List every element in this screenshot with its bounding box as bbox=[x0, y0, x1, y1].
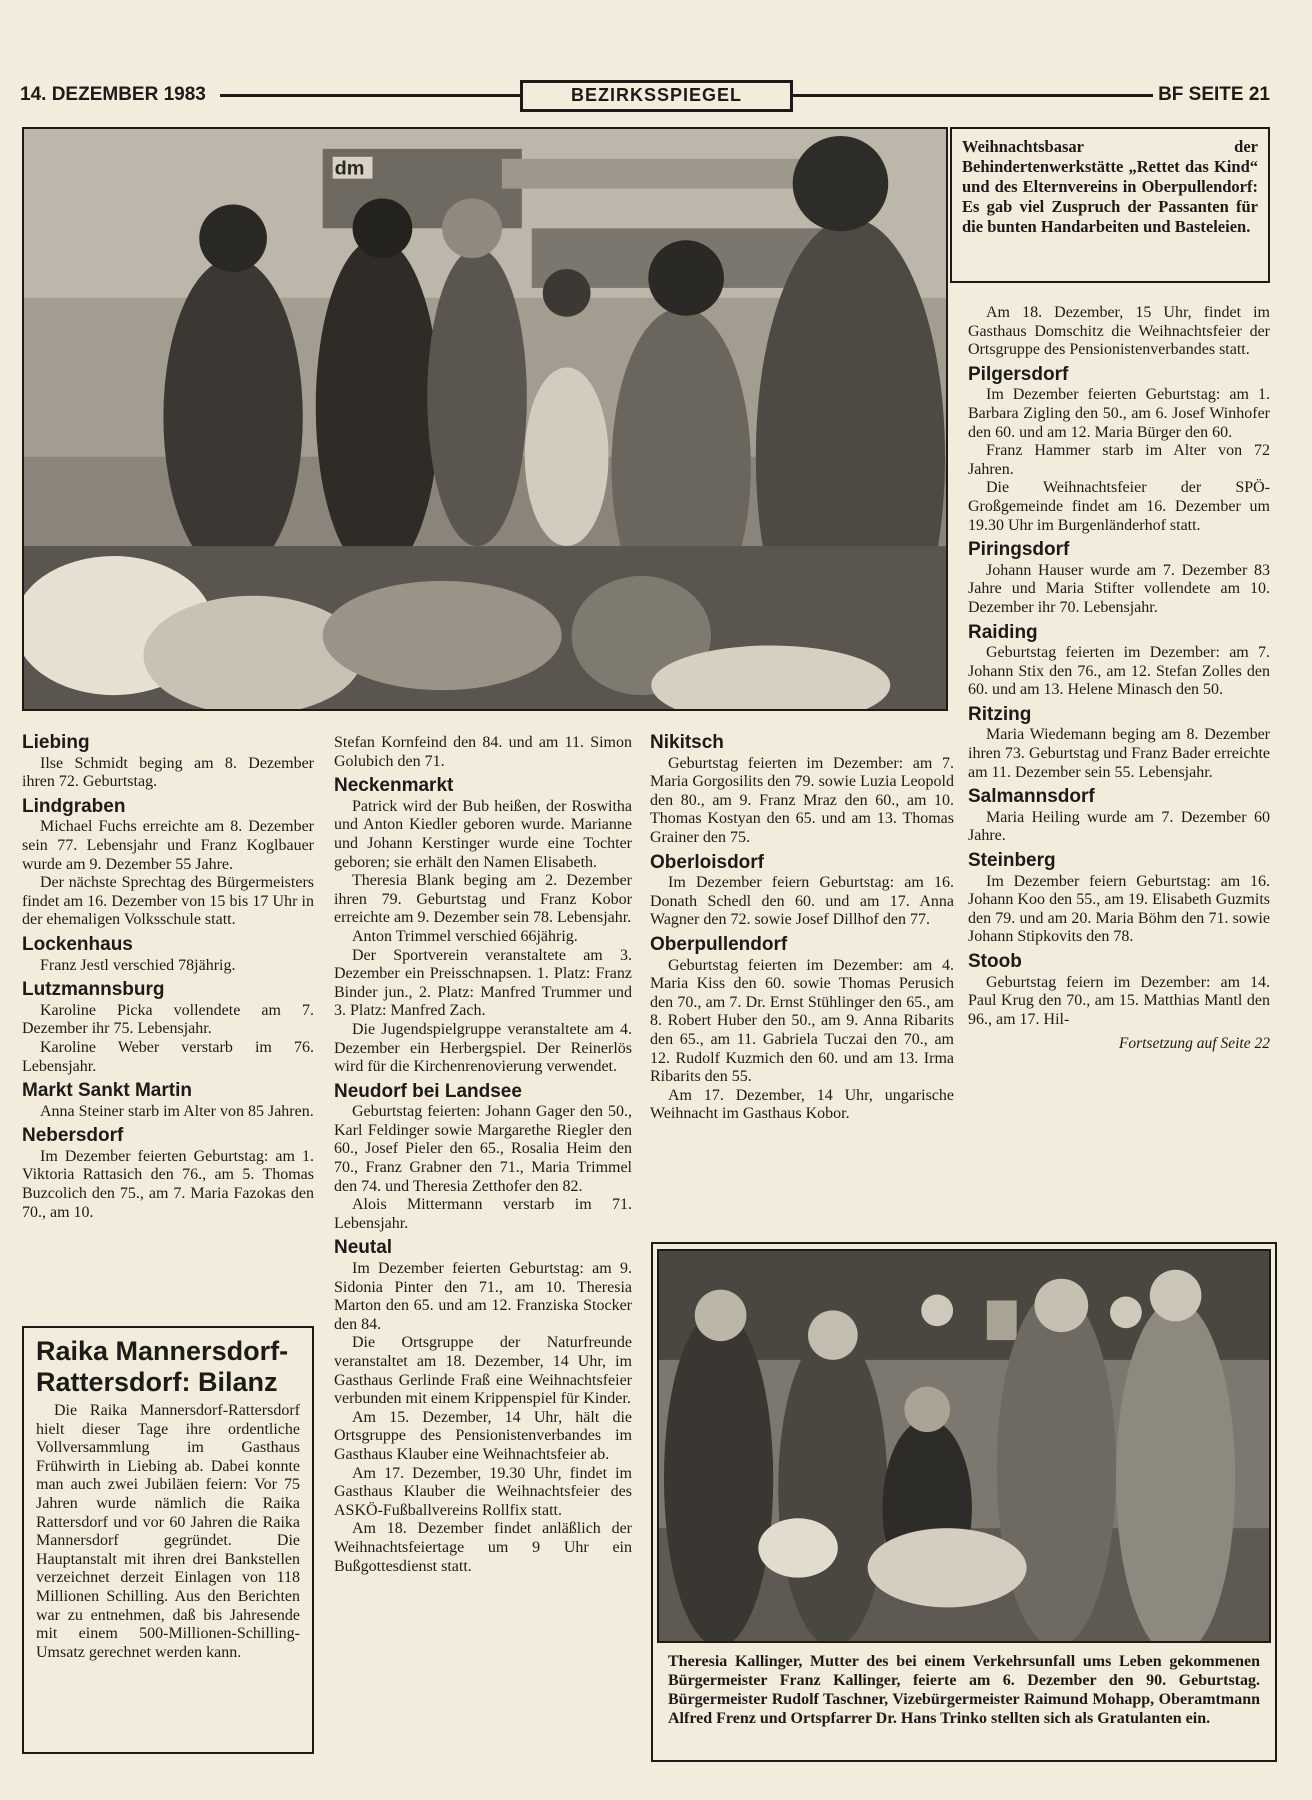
paragraph: Geburtstag feierten im Dezember: am 7. Johann Stix den 76., am 12. Stefan Zolles den 60. und am 13. Helene Minasch den 50. bbox=[968, 644, 1270, 699]
paragraph: Maria Heiling wurde am 7. Dezember 60 Jahre. bbox=[968, 808, 1270, 845]
paragraph: Anna Steiner starb im Alter von 85 Jahren. bbox=[40, 1102, 314, 1120]
paragraph: Franz Jestl verschied 78jährig. bbox=[40, 956, 236, 974]
paragraph: Der Sportverein veranstaltete am 3. Dezember ein Preisschnapsen. 1. Platz: Franz Binder jun., 2. Platz: Manfred Trummer und 3. Platz: Manfred Zach. bbox=[334, 946, 632, 1020]
section-heading-oberpullendorf: Oberpullendorf bbox=[650, 933, 788, 955]
header-rule-left bbox=[220, 94, 520, 97]
section-heading-piringsdorf: Piringsdorf bbox=[968, 539, 1070, 561]
paragraph: Anton Trimmel verschied 66jährig. bbox=[352, 927, 578, 945]
paragraph: Ilse Schmidt beging am 8. Dezember ihren 72. Geburtstag. bbox=[22, 754, 314, 791]
section-heading-neckenmarkt: Neckenmarkt bbox=[334, 775, 454, 797]
column-1 bbox=[22, 734, 314, 1222]
continuation-note: Fortsetzung auf Seite 22 bbox=[1118, 1035, 1270, 1053]
paragraph: Theresia Blank beging am 2. Dezember ihren 79. Geburtstag und Franz Kobor erreichte am 9. Dezember sein 78. Lebensjahr. bbox=[334, 872, 632, 927]
paragraph: Alois Mittermann verstarb im 71. Lebensjahr. bbox=[334, 1196, 632, 1232]
page-header bbox=[20, 80, 1270, 110]
column-3 bbox=[650, 734, 954, 1124]
continued-text: Stefan Kornfeind den 84. und am 11. Simon Golubich den 71. bbox=[334, 734, 632, 770]
page-number: BF SEITE 21 bbox=[1158, 84, 1270, 105]
pensioner-notice: Am 18. Dezember, 15 Uhr, findet im Gasthaus Domschitz die Weihnachtsfeier der Ortsgruppe des Pensionistenverbandes statt. bbox=[968, 304, 1270, 359]
section-heading-liebing: Liebing bbox=[22, 732, 90, 753]
paragraph: Am 18. Dezember findet anläßlich der Weihnachtsfeiertage um 9 Uhr ein Bußgottesdienst statt. bbox=[334, 1520, 632, 1575]
paragraph: Am 17. Dezember, 19.30 Uhr, findet im Gasthaus Klauber die Weihnachtsfeier des ASKÖ-Fußballvereins Rollfix statt. bbox=[334, 1464, 632, 1519]
paragraph: Karoline Picka vollendete am 7. Dezember ihr 75. Lebensjahr. bbox=[22, 1001, 314, 1038]
paragraph: Michael Fuchs erreichte am 8. Dezember sein 77. Lebensjahr und Franz Koglbauer wurde am 9. Dezember 55 Jahre. bbox=[22, 818, 314, 873]
section-heading-raiding: Raiding bbox=[968, 621, 1038, 643]
paragraph: Die Ortsgruppe der Naturfreunde veranstaltet am 18. Dezember, 14 Uhr, im Gasthaus Gerlinde Fraß eine Weihnachtsfeier verbunden mit einem Krippenspiel für Kinder. bbox=[334, 1334, 632, 1408]
section-heading-lockenhaus: Lockenhaus bbox=[22, 933, 133, 955]
section-heading-steinberg: Steinberg bbox=[968, 850, 1056, 872]
paragraph: Karoline Weber verstarb im 76. Lebensjahr. bbox=[22, 1038, 314, 1075]
paragraph: Die Weihnachtsfeier der SPÖ-Großgemeinde findet am 16. Dezember um 19.30 Uhr im Burgenländerhof statt. bbox=[968, 479, 1270, 534]
bazaar-caption-box bbox=[950, 127, 1270, 283]
bazaar-caption: Weihnachtsbasar der Behindertenwerkstätte „Rettet das Kind“ und des Elternvereins in Oberpullendorf: Es gab viel Zuspruch der Passanten für die bunten Handarbeiten und Basteleien. bbox=[962, 137, 1258, 236]
issue-date: 14. DEZEMBER 1983 bbox=[20, 84, 206, 105]
section-heading-salmannsdorf: Salmannsdorf bbox=[968, 786, 1095, 808]
paragraph: Der nächste Sprechtag des Bürgermeisters findet am 16. Dezember von 15 bis 17 Uhr in der ehemaligen Volksschule statt. bbox=[22, 874, 314, 929]
paragraph: Im Dezember feierten Geburtstag: am 9. Sidonia Pinter den 71., am 10. Theresia Marton den 65. und am 12. Franziska Stocker den 84. bbox=[334, 1260, 632, 1333]
column-2 bbox=[334, 734, 632, 1576]
store-sign: dm bbox=[334, 157, 365, 180]
section-heading-lutzmannsburg: Lutzmannsburg bbox=[22, 979, 165, 1001]
birthday-caption-text: Theresia Kallinger, Mutter des bei einem Verkehrsunfall ums Leben gekommenen Bürgermeister Franz Kallinger, feierte am 6. Dezember den 90. Geburtstag. Bürgermeister Rudolf Taschner, Vizebürgermeister Raimund Mohapp, Oberamtmann Alfred Frenz und Ortspfarrer Dr. Hans Trinko stellten sich als Gratulanten ein. bbox=[668, 1653, 1260, 1727]
right-top-column bbox=[968, 304, 1270, 1054]
raika-headline: Raika Mannersdorf-Rattersdorf: Bilanz bbox=[36, 1336, 289, 1397]
paragraph: Patrick wird der Bub heißen, der Roswitha und Anton Kiedler geboren wurde. Marianne und Johann Kerstinger wurde eine Tochter geboren; sie erhält den Namen Elisabeth. bbox=[334, 797, 632, 871]
paragraph: Im Dezember feiern Geburtstag: am 16. Johann Koo den 55., am 19. Elisabeth Guzmits den 79. und am 20. Maria Böhm den 71. sowie Johann Stipkovits den 78. bbox=[968, 872, 1270, 946]
section-heading-nebersdorf: Nebersdorf bbox=[22, 1125, 124, 1147]
paragraph: Geburtstag feierten im Dezember: am 4. Maria Kiss den 60. sowie Thomas Perusich den 70., am 7. Dr. Ernst Stühlinger den 65., am 8. Robert Huber den 50., am 9. Anna Ribarits den 65., am 11. Gabriela Tuczai den 70., am 12. Rudolf Kuzmich den 60. und am 13. Irma Ribarits den 55. bbox=[650, 956, 954, 1086]
section-heading-stoob: Stoob bbox=[968, 951, 1022, 972]
section-heading-ritzing: Ritzing bbox=[968, 703, 1032, 725]
section-heading-markt-sankt-martin: Markt Sankt Martin bbox=[22, 1080, 192, 1102]
birthday-caption bbox=[658, 1648, 1270, 1758]
paragraph: Maria Wiedemann beging am 8. Dezember ihren 73. Geburtstag und Franz Bader erreichte am 11. Dezember sein 55. Lebensjahr. bbox=[968, 726, 1270, 781]
birthday-photo-image bbox=[659, 1251, 1269, 1641]
paragraph: Die Jugendspielgruppe veranstaltete am 4. Dezember ein Herbergspiel. Der Reinerlös wird für die Kirchenrenovierung verwendet. bbox=[334, 1020, 632, 1076]
section-heading-neutal: Neutal bbox=[334, 1237, 393, 1259]
paragraph: Geburtstag feiern im Dezember: am 14. Paul Krug den 70., am 15. Matthias Mantl den 96., am 17. Hil- bbox=[968, 973, 1270, 1028]
section-heading-nikitsch: Nikitsch bbox=[650, 732, 724, 753]
paragraph: Im Dezember feiern Geburtstag: am 16. Donath Schedl den 60. und am 17. Anna Wagner den 72. sowie Josef Dillhof den 77. bbox=[650, 874, 954, 929]
section-badge: BEZIRKSSPIEGEL bbox=[520, 80, 793, 112]
raika-body: Die Raika Mannersdorf-Rattersdorf hielt dieser Tage ihre ordentliche Vollversammlung im Gasthaus Frühwirth in Liebing ab. Dabei konnte man auch zwei Jubiläen feiern: Vor 75 Jahren wurde nämlich die Raika Rattersdorf und vor 60 Jahren die Raika Mannersdorf gegründet. Die Hauptanstalt mit ihren drei Bankstellen verzeichnet derzeit Einlagen von 118 Millionen Schilling. Aus den Berichten war zu entnehmen, daß bis Jahresende mit einem 500-Millionen-Schilling-Umsatz gerechnet werden kann. bbox=[36, 1402, 300, 1661]
paragraph: Am 17. Dezember, 14 Uhr, ungarische Weihnacht im Gasthaus Kobor. bbox=[650, 1086, 954, 1123]
paragraph: Im Dezember feierten Geburtstag: am 1. Barbara Zigling den 50., am 6. Josef Winhofer den 60. und am 12. Maria Bürger den 60. bbox=[968, 386, 1270, 441]
raika-article-box bbox=[22, 1326, 314, 1754]
section-heading-neudorf-bei-landsee: Neudorf bei Landsee bbox=[334, 1080, 522, 1102]
section-heading-pilgersdorf: Pilgersdorf bbox=[968, 363, 1069, 385]
paragraph: Am 15. Dezember, 14 Uhr, hält die Ortsgruppe des Pensionistenverbandes im Gasthaus Klauber eine Weihnachtsfeier ab. bbox=[334, 1408, 632, 1463]
paragraph: Geburtstag feierten im Dezember: am 7. Maria Gorgosilits den 79. sowie Luzia Leopold den 80., am 9. Franz Mraz den 60., am 10. Thomas Kostyan den 65. und am 13. Thomas Grainer den 75. bbox=[650, 754, 954, 846]
header-rule-right bbox=[793, 94, 1153, 97]
paragraph: Geburtstag feierten: Johann Gager den 50., Karl Feldinger sowie Margarethe Riegler den 60., Josef Pieler den 65., Rosalia Heim den 70., Franz Grabner den 71., Maria Trimmel den 74. und Theresia Zetthofer den 82. bbox=[334, 1103, 632, 1195]
paragraph: Im Dezember feierten Geburtstag: am 1. Viktoria Rattasich den 76., am 5. Thomas Buzcolich den 75., am 7. Maria Fazokas den 70., am 10. bbox=[22, 1147, 314, 1221]
bazaar-photo-image bbox=[24, 129, 946, 709]
section-heading-oberloisdorf: Oberloisdorf bbox=[650, 851, 765, 873]
paragraph: Johann Hauser wurde am 7. Dezember 83 Jahre und Maria Stifter vollendete am 10. Dezember ihr 70. Lebensjahr. bbox=[968, 561, 1270, 616]
birthday-photo bbox=[657, 1249, 1271, 1643]
paragraph: Franz Hammer starb im Alter von 72 Jahren. bbox=[968, 442, 1270, 478]
bazaar-photo bbox=[22, 127, 948, 711]
section-heading-lindgraben: Lindgraben bbox=[22, 795, 126, 817]
